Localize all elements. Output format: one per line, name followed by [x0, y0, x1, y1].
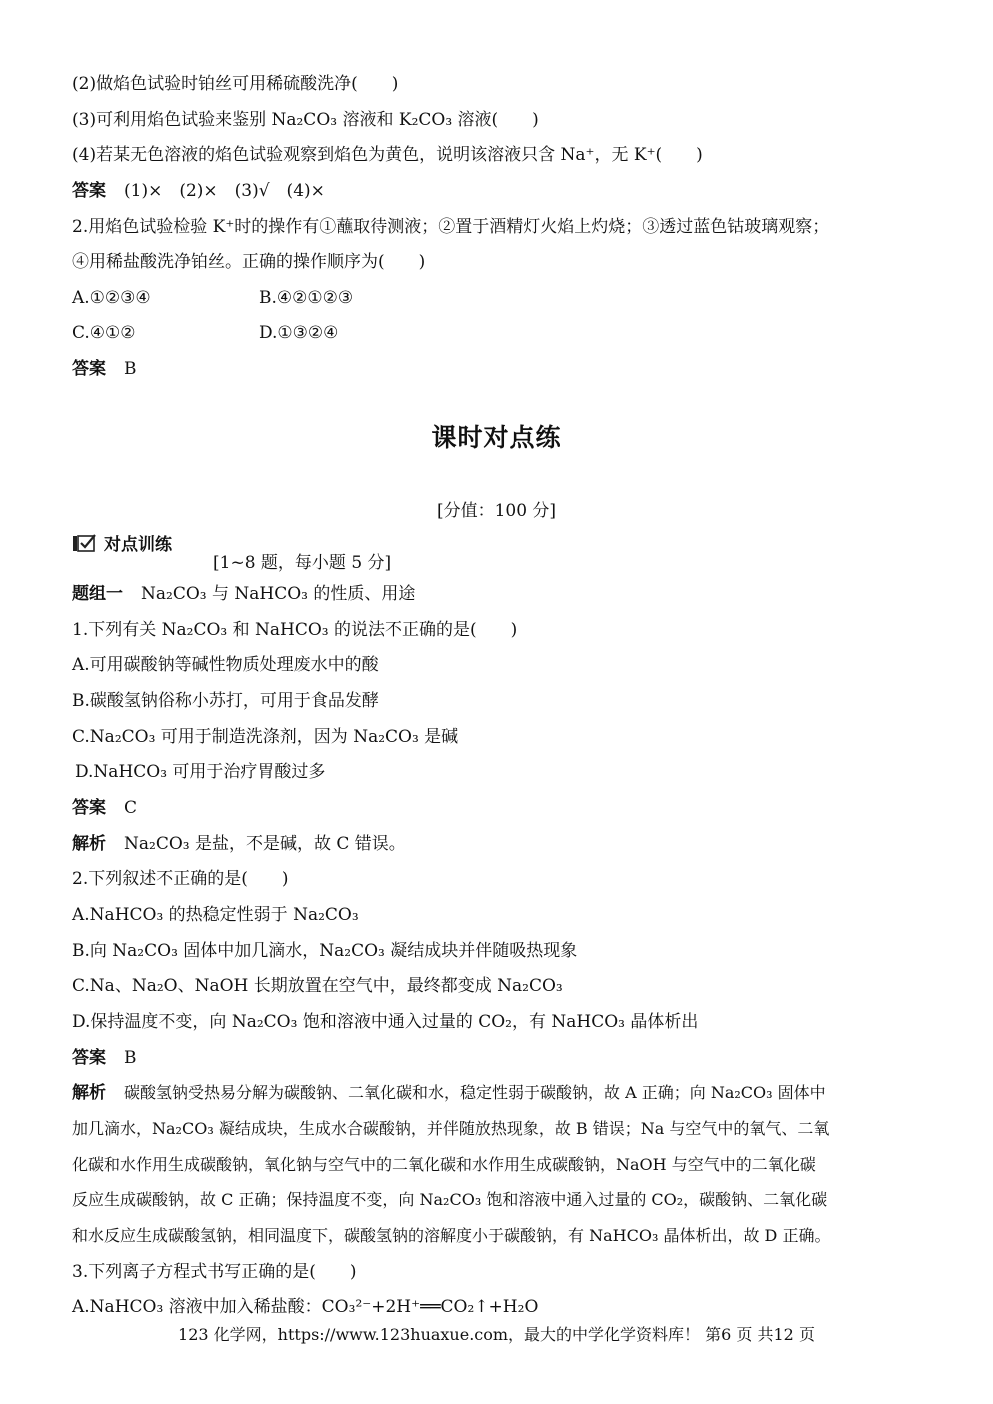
- page-footer: 123 化学网，https://www.123huaxue.com，最大的中学化学资料库！ 第6 页 共12 页: [178, 1325, 815, 1344]
- checkmark-box-icon: [72, 534, 96, 552]
- answer-line: [72, 180, 325, 202]
- practice-heading: [72, 530, 172, 555]
- option-c: C.Na、Na₂O、NaOH 长期放置在空气中，最终都变成 Na₂CO₃: [72, 976, 563, 996]
- option-b: B.碳酸氢钠俗称小苏打，可用于食品发酵: [72, 691, 379, 711]
- analysis-text: 反应生成碳酸钠，故 C 正确；保持温度不变，向 Na₂CO₃ 饱和溶液中通入过量的 CO₂，碳酸钠、二氧化碳: [72, 1190, 828, 1209]
- answer-line: [72, 358, 137, 380]
- question-stem: ④用稀盐酸洗净铂丝。正确的操作顺序为( ): [72, 252, 426, 272]
- question-stem: 1.下列有关 Na₂CO₃ 和 NaHCO₃ 的说法不正确的是( ): [72, 620, 518, 640]
- analysis-text: Na₂CO₃ 是盐，不是碱，故 C 错误。: [124, 834, 406, 854]
- question-line: (4)若某无色溶液的焰色试验观察到焰色为黄色，说明该溶液只含 Na⁺，无 K⁺( ): [72, 145, 703, 165]
- analysis-line: [72, 833, 406, 855]
- option-a: A.NaHCO₃ 溶液中加入稀盐酸：CO₃²⁻+2H⁺══CO₂↑+H₂O: [72, 1297, 539, 1317]
- option-d: D.①③②④: [259, 323, 339, 343]
- answer-text: C: [124, 798, 138, 818]
- option-c: C.④①②: [72, 323, 136, 343]
- question-stem: 2.下列叙述不正确的是( ): [72, 869, 289, 889]
- analysis-label: 解析: [72, 1083, 106, 1103]
- option-b: B.④②①②③: [259, 288, 354, 308]
- section-title: 课时对点练: [431, 423, 562, 452]
- analysis-text: 化碳和水作用生成碳酸钠，氧化钠与空气中的二氧化碳和水作用生成碳酸钠，NaOH 与空气中的二氧化碳: [72, 1155, 816, 1174]
- answer-line: [72, 797, 137, 819]
- answer-label: 答案: [72, 1048, 106, 1068]
- option-c: C.Na₂CO₃ 可用于制造洗涤剂，因为 Na₂CO₃ 是碱: [72, 727, 459, 747]
- answer-label: 答案: [72, 181, 106, 201]
- question-stem: 3.下列离子方程式书写正确的是( ): [72, 1262, 357, 1282]
- option-b: B.向 Na₂CO₃ 固体中加几滴水，Na₂CO₃ 凝结成块并伴随吸热现象: [72, 941, 578, 961]
- answer-line: [72, 1047, 137, 1069]
- answer-label: 答案: [72, 359, 106, 379]
- answer-text: (1)× (2)× (3)√ (4)×: [124, 181, 325, 201]
- option-a: A.可用碳酸钠等碱性物质处理废水中的酸: [72, 655, 379, 675]
- question-line: (2)做焰色试验时铂丝可用稀硫酸洗净( ): [72, 74, 399, 94]
- group-title: Na₂CO₃ 与 NaHCO₃ 的性质、用途: [141, 584, 416, 604]
- option-a: A.NaHCO₃ 的热稳定性弱于 Na₂CO₃: [72, 905, 359, 925]
- group-heading: [72, 583, 415, 605]
- answer-text: B: [124, 359, 137, 379]
- option-d: D.保持温度不变，向 Na₂CO₃ 饱和溶液中通入过量的 CO₂，有 NaHCO₃ 晶体析出: [72, 1012, 699, 1032]
- analysis-text: 和水反应生成碳酸氢钠，相同温度下，碳酸氢钠的溶解度小于碳酸钠，有 NaHCO₃ 晶体析出，故 D 正确。: [72, 1226, 831, 1245]
- analysis-label: 解析: [72, 834, 106, 854]
- analysis-text: 碳酸氢钠受热易分解为碳酸钠、二氧化碳和水，稳定性弱于碳酸钠，故 A 正确；向 Na₂CO₃ 固体中: [124, 1083, 826, 1102]
- group-label: 题组一: [72, 584, 123, 604]
- answer-label: 答案: [72, 798, 106, 818]
- question-stem: 2.用焰色试验检验 K⁺时的操作有①蘸取待测液；②置于酒精灯火焰上灼烧；③透过蓝色钴玻璃观察；: [72, 217, 830, 237]
- practice-note: [1~8 题，每小题 5 分]: [213, 553, 392, 573]
- analysis-text: 加几滴水，Na₂CO₃ 凝结成块，生成水合碳酸钠，并伴随放热现象，故 B 错误；Na 与空气中的氧气、二氧: [72, 1119, 830, 1138]
- question-line: (3)可利用焰色试验来鉴别 Na₂CO₃ 溶液和 K₂CO₃ 溶液( ): [72, 110, 539, 130]
- analysis-line: [72, 1082, 826, 1104]
- answer-text: B: [124, 1048, 137, 1068]
- score-note: [分值：100 分]: [436, 501, 557, 521]
- practice-label: 对点训练: [104, 535, 172, 555]
- option-d: D.NaHCO₃ 可用于治疗胃酸过多: [75, 762, 326, 782]
- option-a: A.①②③④: [72, 288, 151, 308]
